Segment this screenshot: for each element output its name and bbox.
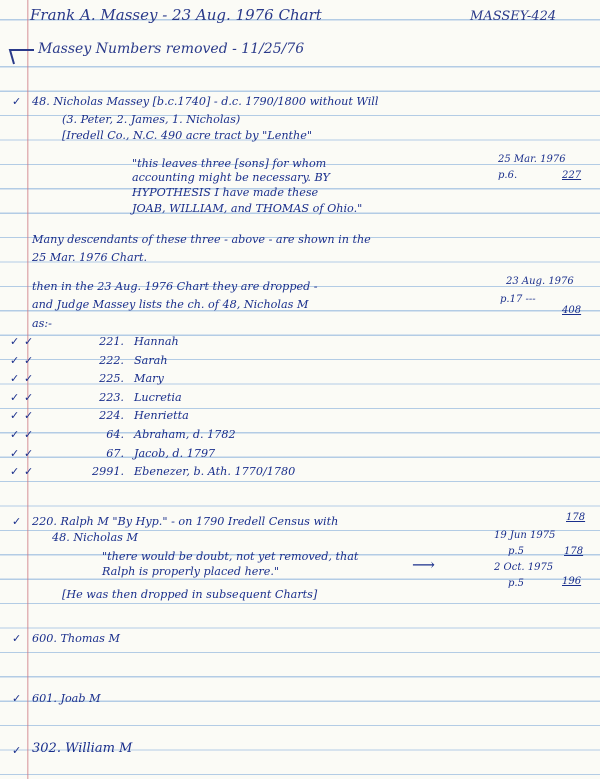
arrow-icon: ⟶: [412, 555, 435, 574]
child-number: 224.: [99, 409, 124, 423]
arrow-mark-icon: [4, 44, 38, 68]
check-mark-icon: ✓: [24, 353, 34, 367]
check-mark-icon: ✓: [24, 409, 34, 423]
entry-220-note: [He was then dropped in subsequent Charts]: [62, 588, 318, 601]
child-name: Mary: [134, 372, 164, 386]
paragraph-line-3: then in the 23 Aug. 1976 Chart they are dropped -: [32, 280, 318, 293]
check-mark-icon: ✓: [10, 335, 20, 348]
citation-number: 227: [562, 170, 582, 181]
entry-48-line-1: 48. Nicholas Massey [b.c.1740] - d.c. 1790/1800 without Will: [32, 95, 379, 108]
check-mark-icon: ✓: [24, 372, 34, 386]
citation-date: 19 Jun 1975: [494, 530, 556, 541]
check-mark-icon: ✓: [12, 95, 22, 108]
citation-page: p.17 ---: [500, 294, 536, 305]
entry-220-quote-1: "there would be doubt, not yet removed, that: [102, 550, 359, 563]
child-number: 225.: [99, 372, 124, 386]
child-name: Abraham, d. 1782: [134, 428, 236, 441]
citation-date: 23 Aug. 1976: [506, 276, 574, 287]
entry-48-quote-4: JOAB, WILLIAM, and THOMAS of Ohio.": [132, 202, 363, 215]
citation-number: 196: [562, 576, 582, 587]
child-number: 67.: [106, 446, 124, 460]
check-mark-icon: ✓: [24, 446, 34, 460]
child-name: Sarah: [134, 353, 168, 367]
check-mark-icon: ✓: [10, 446, 20, 460]
entry-48-quote-3: HYPOTHESIS I have made these: [132, 186, 319, 199]
check-mark-icon: ✓: [12, 515, 22, 528]
citation-page: p.5: [508, 578, 524, 589]
paragraph-line-1: Many descendants of these three - above - are shown in the: [32, 233, 371, 246]
entry-220-quote-2: Ralph is properly placed here.": [102, 565, 280, 578]
child-name: Ebenezer, b. Ath. 1770/1780: [134, 465, 296, 479]
check-mark-icon: ✓: [10, 465, 20, 479]
paragraph-line-4: and Judge Massey lists the ch. of 48, Nicholas M: [32, 298, 309, 311]
check-mark-icon: ✓: [10, 372, 20, 386]
citation-date: 25 Mar. 1976: [498, 154, 566, 165]
entry-48-quote-2: accounting might be necessary. BY: [132, 171, 330, 184]
check-mark-icon: ✓: [24, 465, 34, 479]
child-number: 64.: [106, 428, 124, 441]
child-number: 221.: [99, 335, 124, 348]
child-number: 223.: [99, 390, 124, 404]
check-mark-icon: ✓: [12, 632, 22, 645]
page-title: Frank A. Massey - 23 Aug. 1976 Chart: [30, 6, 322, 24]
check-mark-icon: ✓: [24, 428, 34, 441]
citation-number: 178: [564, 546, 584, 557]
child-name: Jacob, d. 1797: [134, 446, 216, 460]
child-name: Lucretia: [134, 390, 182, 404]
entry-48-quote-1: "this leaves three [sons] for whom: [132, 157, 327, 170]
entry-220-line-2: 48. Nicholas M: [52, 531, 138, 544]
entry-48-line-3: [Iredell Co., N.C. 490 acre tract by "Lenthe": [62, 129, 313, 142]
citation-number: 408: [562, 305, 582, 316]
entry-48-line-2: (3. Peter, 2. James, 1. Nicholas): [62, 113, 241, 126]
check-mark-icon: ✓: [10, 428, 20, 441]
check-mark-icon: ✓: [24, 390, 34, 404]
subtitle-note: Massey Numbers removed - 11/25/76: [38, 41, 305, 57]
check-mark-icon: ✓: [12, 744, 22, 757]
check-mark-icon: ✓: [12, 692, 22, 705]
paragraph-line-5: as:-: [32, 317, 52, 330]
child-name: Hannah: [134, 335, 179, 348]
child-number: 222.: [99, 353, 124, 367]
check-mark-icon: ✓: [24, 335, 34, 348]
entry-600: 600. Thomas M: [32, 632, 120, 645]
citation-date: 2 Oct. 1975: [494, 562, 554, 573]
check-mark-icon: ✓: [10, 409, 20, 423]
entry-601: 601. Joab M: [32, 692, 101, 705]
citation-number: 178: [566, 512, 586, 523]
child-name: Henrietta: [134, 409, 189, 423]
entry-220-line-1: 220. Ralph M "By Hyp." - on 1790 Iredell Census with: [32, 515, 339, 528]
citation-page: p.6.: [498, 170, 518, 181]
citation-page: p.5: [508, 546, 524, 557]
entry-302: 302. William M: [32, 741, 133, 756]
child-number: 2991.: [91, 465, 124, 479]
reference-number: MASSEY-424: [470, 9, 557, 24]
paragraph-line-2: 25 Mar. 1976 Chart.: [32, 251, 148, 264]
check-mark-icon: ✓: [10, 390, 20, 404]
check-mark-icon: ✓: [10, 353, 20, 367]
